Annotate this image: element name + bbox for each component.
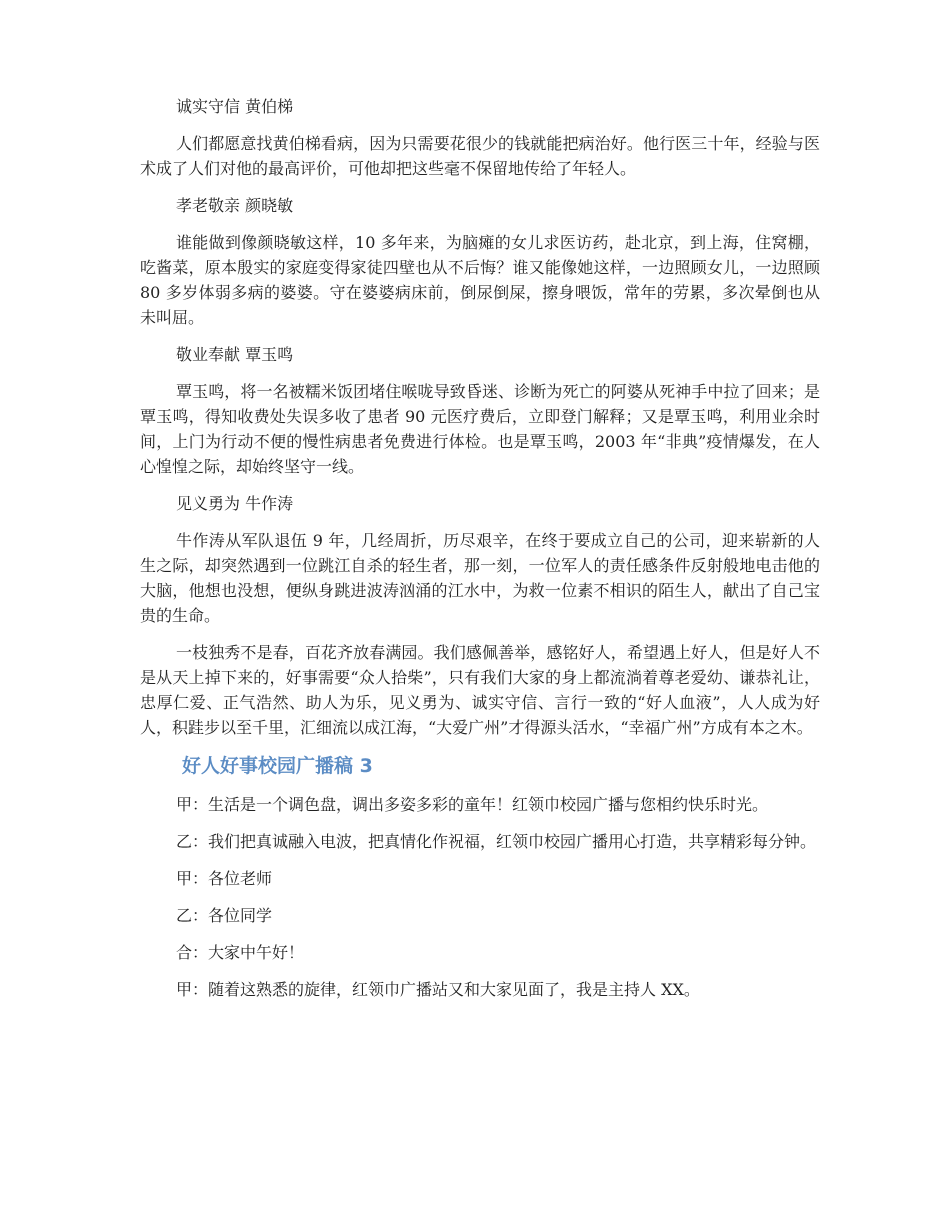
- dialogue-line: 甲：各位老师: [176, 869, 273, 888]
- dialogue-line: 甲：生活是一个调色盘，调出多姿多彩的童年！红领巾校园广播与您相约快乐时光。: [176, 795, 769, 814]
- section-heading: 好人好事校园广播稿 3: [182, 755, 373, 777]
- subheading-qin-yuming: 敬业奉献 覃玉鸣: [176, 345, 294, 364]
- paragraph-niu-zuotao: 牛作涛从军队退伍 9 年，几经周折，历尽艰辛，在终于要成立自己的公司，迎来崭新的人生之际，却突然遇到一位跳江自杀的轻生者，那一刻，一位军人的责任感条件反射般地电击他的大脑，他想也没想，便纵身跳进波涛汹涌的江水中，为救一位素不相识的陌生人，献出了自己宝贵的生命。: [140, 531, 820, 625]
- dialogue-line: 乙：各位同学: [176, 906, 273, 925]
- paragraph-huang-boti: 人们都愿意找黄伯梯看病，因为只需要花很少的钱就能把病治好。他行医三十年，经验与医术成了人们对他的最高评价，可他却把这些毫不保留地传给了年轻人。: [140, 134, 820, 178]
- dialogue-line: 乙：我们把真诚融入电波，把真情化作祝福，红领巾校园广播用心打造，共享精彩每分钟。: [176, 832, 817, 851]
- subheading-yan-xiaomin: 孝老敬亲 颜晓敏: [176, 196, 294, 215]
- paragraph-conclusion: 一枝独秀不是春，百花齐放春满园。我们感佩善举，感铭好人，希望遇上好人，但是好人不是从天上掉下来的，好事需要“众人拾柴”，只有我们大家的身上都流淌着尊老爱幼、谦恭礼让，忠厚仁爱、正气浩然、助人为乐，见义勇为、诚实守信、言行一致的“好人血液”，人人成为好人，积跬步以至千里，汇细流以成江海，“大爱广州”才得源头活水，“幸福广州”方成有本之木。: [140, 643, 820, 737]
- document-body: [140, 94, 820, 1014]
- paragraph-yan-xiaomin: 谁能做到像颜晓敏这样，10 多年来，为脑瘫的女儿求医访药，赴北京，到上海，住窝棚，吃酱菜，原本殷实的家庭变得家徒四壁也从不后悔？谁又能像她这样，一边照顾女儿，一边照顾 80 多岁体弱多病的婆婆。守在婆婆病床前，倒尿倒屎，擦身喂饭，常年的劳累，多次晕倒也从未叫屈。: [140, 233, 820, 327]
- dialogue-line: 合：大家中午好！: [176, 943, 305, 962]
- paragraph-qin-yuming: 覃玉鸣，将一名被糯米饭团堵住喉咙导致昏迷、诊断为死亡的阿婆从死神手中拉了回来；是覃玉鸣，得知收费处失误多收了患者 90 元医疗费后，立即登门解释；又是覃玉鸣，利用业余时间，上门为行动不便的慢性病患者免费进行体检。也是覃玉鸣，2003 年“非典”疫情爆发，在人心惶惶之际，却始终坚守一线。: [140, 382, 820, 476]
- subheading-huang-boti: 诚实守信 黄伯梯: [176, 97, 294, 116]
- subheading-niu-zuotao: 见义勇为 牛作涛: [176, 494, 294, 513]
- dialogue-line: 甲：随着这熟悉的旋律，红领巾广播站又和大家见面了，我是主持人 XX。: [176, 980, 700, 999]
